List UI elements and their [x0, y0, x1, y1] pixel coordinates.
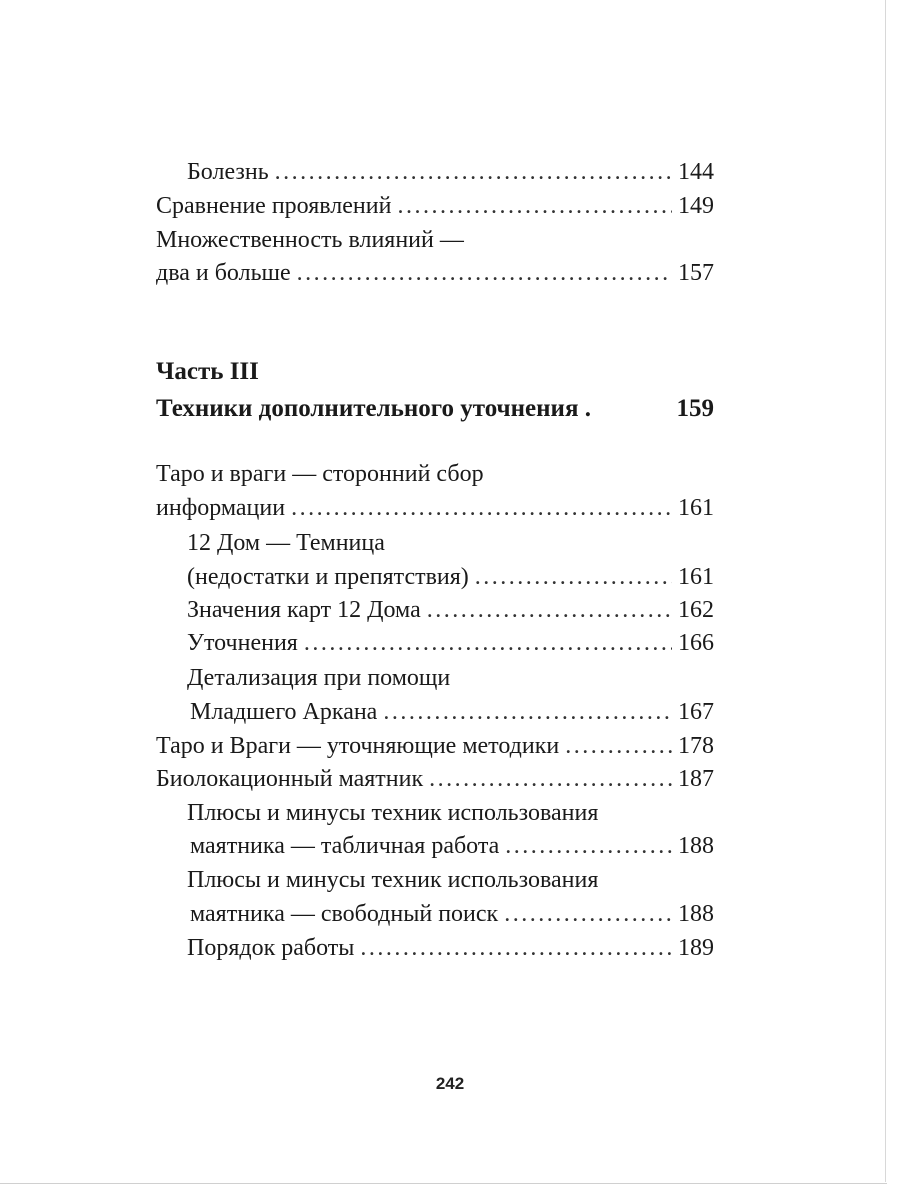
- part-label: Часть III: [156, 358, 259, 385]
- toc-entry: [156, 730, 714, 762]
- toc-entry-title: Уточнения: [187, 630, 298, 656]
- toc-entry: [187, 156, 714, 188]
- toc-entry-title-line: Детализация при помощи: [187, 665, 451, 691]
- toc-entry-page: 161: [678, 564, 714, 590]
- toc-entry-page: 178: [678, 733, 714, 759]
- toc-entry-title: Сравнение проявлений: [156, 193, 392, 219]
- toc-entry-title-line: Плюсы и минусы техник использования: [187, 867, 599, 893]
- toc-entry-title: Болезнь: [187, 159, 269, 185]
- dot-leader: [397, 190, 672, 222]
- toc-entry-title: информации: [156, 495, 286, 521]
- toc-entry: [156, 763, 714, 795]
- toc-entry-title-line: Множественность влияний —: [156, 227, 464, 253]
- toc-entry-title: маятника — табличная работа: [190, 833, 500, 859]
- toc-entry: [190, 898, 714, 930]
- toc-entry: [156, 492, 714, 524]
- toc-entry-title-line: Таро и враги — сторонний сбор: [156, 461, 484, 487]
- toc-entry: [187, 561, 714, 593]
- toc-entry: [187, 594, 714, 626]
- toc-entry-title-line: Плюсы и минусы техник использования: [187, 800, 599, 826]
- page-edge-bottom: [0, 1183, 887, 1184]
- dot-leader: [297, 257, 672, 289]
- dot-leader: [383, 696, 672, 728]
- page-edge-right: [885, 0, 886, 1182]
- toc-entry: [187, 627, 714, 659]
- dot-leader: [304, 627, 672, 659]
- toc-entry-page: 167: [678, 699, 714, 725]
- toc-entry-page: 188: [678, 901, 714, 927]
- toc-entry: [190, 830, 714, 862]
- dot-leader: [360, 932, 672, 964]
- toc-entry-page: 188: [678, 833, 714, 859]
- toc-entry-title: Младшего Аркана: [190, 699, 378, 725]
- part-page: 159: [676, 395, 714, 422]
- dot-leader: [475, 561, 672, 593]
- toc-entry-page: 187: [678, 766, 714, 792]
- dot-leader: [427, 594, 672, 626]
- toc-entry-page: 166: [678, 630, 714, 656]
- toc-entry: [190, 696, 714, 728]
- dot-leader: [504, 898, 672, 930]
- toc-entry-title-line: 12 Дом — Темница: [187, 530, 385, 556]
- toc-entry-page: 162: [678, 597, 714, 623]
- dot-leader: [565, 730, 672, 762]
- page-number: 242: [435, 1074, 465, 1093]
- toc-entry-title: Таро и Враги — уточняющие методики: [156, 733, 560, 759]
- toc-entry-title: два и больше: [156, 260, 291, 286]
- toc-entry-page: 144: [678, 159, 714, 185]
- toc-entry-page: 157: [678, 260, 714, 286]
- toc-entry: [187, 932, 714, 964]
- part-heading: [156, 393, 714, 425]
- toc-entry-page: 161: [678, 495, 714, 521]
- dot-leader: [505, 830, 672, 862]
- toc-entry: [156, 257, 714, 289]
- dot-leader: [429, 763, 672, 795]
- dot-leader: [275, 156, 672, 188]
- toc-entry-title: Порядок работы: [187, 935, 355, 961]
- part-title: Техники дополнительного уточнения .: [156, 395, 591, 422]
- toc-entry-page: 149: [678, 193, 714, 219]
- toc-entry-page: 189: [678, 935, 714, 961]
- toc-entry-title: Значения карт 12 Дома: [187, 597, 421, 623]
- dot-leader: [291, 492, 672, 524]
- toc-entry-title: Биолокационный маятник: [156, 766, 424, 792]
- toc-entry-title: маятника — свободный поиск: [190, 901, 499, 927]
- toc-entry: [156, 190, 714, 222]
- toc-entry-title: (недостатки и препятствия): [187, 564, 469, 590]
